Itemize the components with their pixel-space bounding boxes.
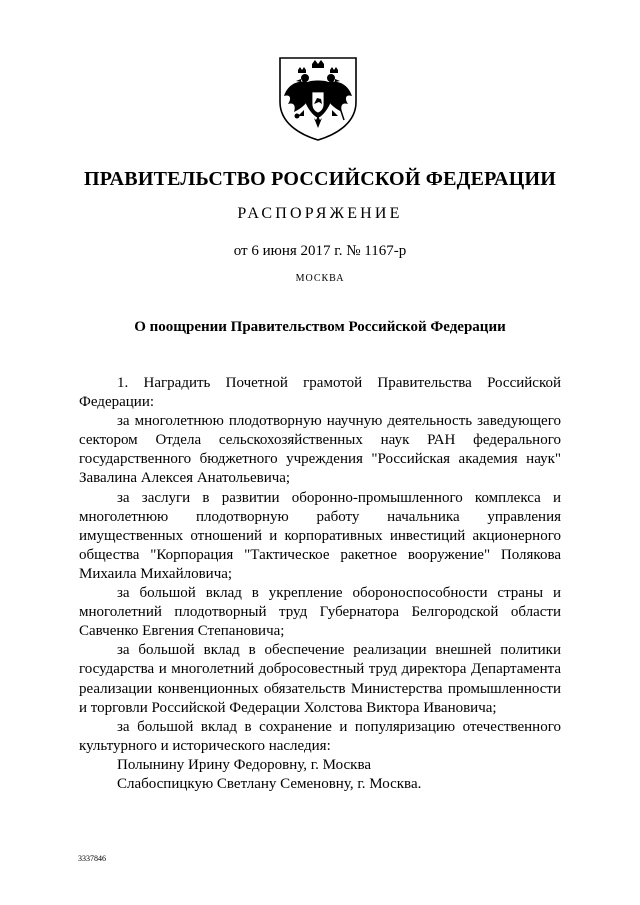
government-title: ПРАВИТЕЛЬСТВО РОССИЙСКОЙ ФЕДЕРАЦИИ [84, 168, 556, 190]
award-paragraph: за большой вклад в сохранение и популяризацию отечественного культурного и исторического наследия: [79, 718, 561, 754]
document-type: РАСПОРЯЖЕНИЕ [237, 205, 403, 222]
footer-document-code: 3337846 [78, 854, 106, 863]
award-paragraph: за большой вклад в укрепление обороноспособности страны и многолетний плодотворный труд Губернатора Белгородской области Савченко Евгения Степановича; [79, 585, 561, 640]
award-paragraph: за заслуги в развитии оборонно-промышленного комплекса и многолетнюю плодотворную работу начальника управления имущественных отношений и корпоративных инвестиций акционерного общества "Корпорация "Тактическое ракетное вооружение" Полякова Михаила Михайловича; [79, 489, 561, 582]
intro-paragraph: 1. Наградить Почетной грамотой Правительства Российской Федерации: [79, 375, 561, 411]
document-subject: О поощрении Правительством Российской Федерации [134, 319, 506, 335]
document-date-number: от 6 июня 2017 г. № 1167-р [233, 243, 407, 259]
awardee-line: Полынину Ирину Федоровну, г. Москва [117, 756, 372, 773]
document-city: МОСКВА [295, 273, 345, 284]
awardee-line: Слабоспицкую Светлану Семеновну, г. Москва. [117, 775, 422, 792]
award-paragraph: за большой вклад в обеспечение реализации внешней политики государства и многолетний добросовестный труд директора Департамента реализации конвенционных обязательств Министерства промышленности и торговли Российской Федерации Холстова Виктора Ивановича; [79, 642, 561, 716]
document-body [79, 374, 561, 794]
award-paragraph: за многолетнюю плодотворную научную деятельность заведующего сектором Отдела сельскохозяйственных наук РАН федерального государственного бюджетного учреждения "Российская академия наук" Завалина Алексея Анатольевича; [79, 413, 561, 487]
russian-coat-of-arms-icon [274, 54, 362, 142]
